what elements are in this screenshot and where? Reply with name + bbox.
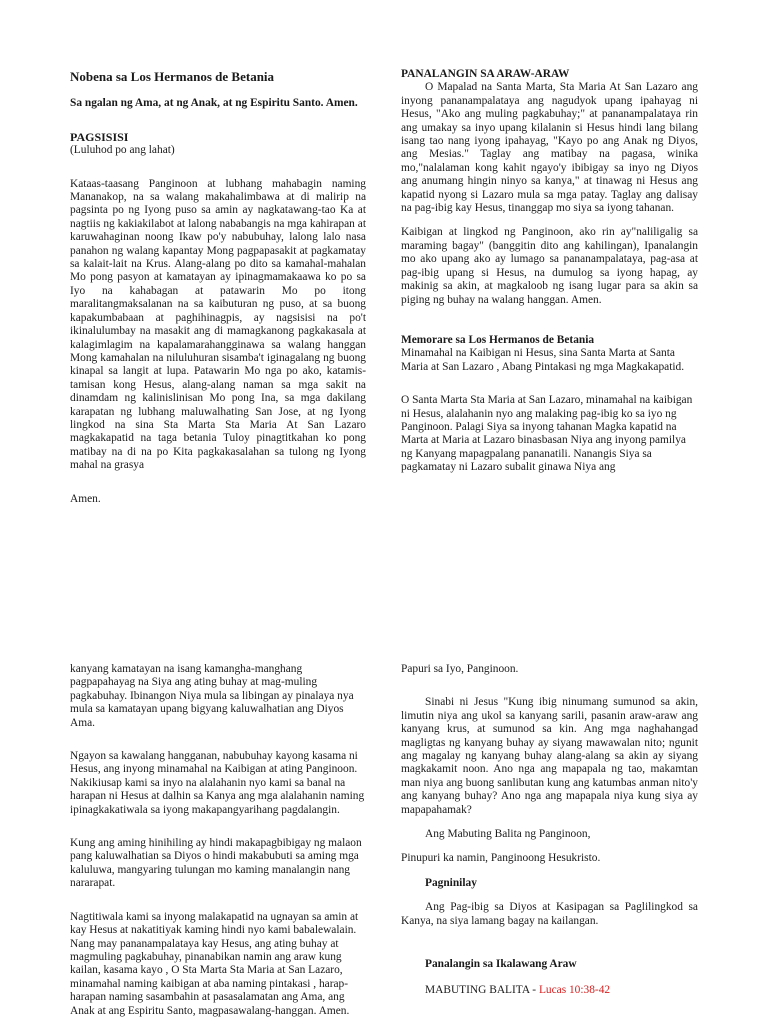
papuri-text: Papuri sa Iyo, Panginoon. — [401, 663, 519, 675]
memorare-heading: Memorare sa Los Hermanos de Betania — [401, 333, 595, 346]
daily-prayer-paragraph-1: O Mapalad na Santa Marta, Sta Maria At San Lazaro ang inyong pananampalataya ang nagudyok upang ipahayag ni Hesus, "Ako ang muling pagkabuhay;" at pananampalataya rin ang umakay sa inyo upang kilalanin si Hesus hindi lang bilang isang tao nang iyong ipahayag, "Kayo po ang Anak ng Diyos, ang Mesias." Taglay ang matibay na pagasa, winika mo,"nalalaman kong kahit ngayo'y ibibigay sa inyo ng Diyos ang anumang hingin ninyo sa kanya," at tinawag ni Hesus ang kapatid nyong si Lazaro mula sa mga patay. Taglay ang dalisay na pag-ibig kay Hesus, tinanggap mo siya sa iyong tahanan. — [401, 81, 698, 215]
gospel-reference: Lucas 10:38-42 — [538, 983, 611, 996]
memorare-continued-3: Kung ang aming hinihiling ay hindi makapagbibigay ng malaon pang kaluwalhatian sa Diyos o hindi makabubuti sa aming mga kaluluwa, mangyaring tulungan mo kaming manalangin nang nararapat. — [70, 837, 362, 890]
memorare-continued-4: Nagtitiwala kami sa inyong malakapatid na ugnayan sa amin at kay Hesus at nakatitiyak kaming hindi nyo kami babalewalain. Nang may pananampalataya kay Hesus, ang ating buhay at magmuling pagkabuhay, pinanabikan namin ang araw kung kailan, kasama kayo , O Sta Marta Sta Maria at San Lazaro, minamahal naming kaibigan at aba naming pintakasi , harap-harapan naming sasambahin at pasasalamatan ang Ama, ang Anak at ang Espiritu Santo, magpasawalang-hanggan. Amen. — [70, 910, 359, 1017]
pagsisisi-prayer: Kataas-taasang Panginoon at lubhang mahabagin naming Mananakop, na sa walang makahalimbawa at di malirip na pagsinta po ng Iyong puso sa amin ay nagkatawang-tao Ka at nagtiis ng kakiakilabot at lalong nababangis na mga kahirapan at karuwahaginan noong Ikaw po'y nabubuhay, lalong lalo nasa panahon ng walang kapantay Mong pagpapasakit at pagkamatay sa kalait-lait na Krus. Alang-alang po dito sa kamahal-mahalan Mo pong pasyon at kamatayan ay ipinagmamakaawa ko po sa Iyo na kahabagan at patawarin Mo po itong maralitangmaksalanan na sa kaibuturan ng puso, at sa buong kapakumbabaan at paghihinagpis, ay nagsisisi na po't ikinalulumbay na masakit ang di mamagkanong pagkakasala at kalagimlagim na kapalamarahangginawa sa walang hanggan Mong kamahalan na niluluhuran sisamba't iginagalang ng buong kinapal sa langit at lupa. Patawarin Mo nga po ako, katamis-tamisan kong Hesus, alang-alang naman sa mga sakit na dinamdam ng kalinislinisan Mo pong Ina, sa mga dakilang karapatan ng lubhang maluwalhating San Jose, at ng Iyong lingkod na sina Sta Marta Sta Maria At San Lazaro magkakapatid na taga betania Tuloy pinagtitkahan ko pong matibay na di na po Kita pagkakasalahan sa tulong ng Iyong mahal na grasya — [70, 177, 366, 472]
pagninilay-heading: Pagninilay — [425, 876, 477, 889]
right-top-column — [401, 68, 698, 475]
gospel-closing: Ang Mabuting Balita ng Panginoon, — [425, 828, 591, 841]
gospel-response: Pinupuri ka namin, Panginoong Hesukristo. — [401, 852, 601, 865]
pagsisisi-heading: PAGSISISI — [70, 129, 129, 144]
daily-prayer-paragraph-2: Kaibigan at lingkod ng Panginoon, ako rin ay"naliligalig sa maraming bagay" (banggitin dito ang kahilingan), Ipanalangin mo ako upang ako ay lumago sa pananampalataya, pag-asa at pag-ibig upang si Hesus, na dumulog sa iyong hapag, ay makinig sa akin, at magkaloob ng isang lugar para sa akin sa piging ng buhay na walang hanggan. Amen. — [401, 226, 698, 306]
pagsisisi-instruction: (Luluhod po ang lahat) — [70, 144, 175, 157]
memorare-continued-2: Ngayon sa kawalang hangganan, nabubuhay kayong kasama ni Hesus, ang inyong minamahal na Kaibigan at ating Panginoon. Nakikiusap kami sa inyo na alalahanin nyo kami sa banal na harapan ni Hesus at dalhin sa Kanya ang mga alalahanin naming ipinagkakatiwala sa iyong makapangyarihang pagdalangin. — [70, 750, 365, 816]
pagninilay-body: Ang Pag-ibig sa Diyos at Kasipagan sa Paglilingkod sa Kanya, na siya lamang bagay na kailangan. — [401, 901, 698, 927]
amen-text: Amen. — [70, 492, 101, 505]
gospel-passage: Sinabi ni Jesus "Kung ibig ninumang sumunod sa akin, limutin niya ang ukol sa kanyang sarili, pasanin araw-araw ang kanyang krus, at sumunod sa kin. Ang mga naghahangad magligtas ng kanyang buhay ay siyang mawawalan nito; ngunit ang magalay ng kanyang buhay alang-alang sa akin ay siyang magkakamit noon. Ano nga ang mapapala ng tao, makamtan man niya ang buong sanlibutan kung ang katumbas anman nito'y ang kanyang buhay? Ano nga ang mapapala niya kung siya ay mapapahamak? — [401, 696, 698, 816]
left-bottom-column — [70, 663, 366, 1018]
right-bottom-column — [401, 663, 698, 997]
gospel-reference-line — [401, 984, 698, 997]
memorare-body: O Santa Marta Sta Maria at San Lazaro, minamahal na kaibigan ni Hesus, alalahanin nyo ang malaking pag-ibig ko sa iyo ng Panginoon. Palagi Siya sa inyong tahanan Magka kapatid na Marta at Maria at Lazaro binasbasan Niya ang inyong pamilya ng Kanyang mapagpalang pananatili. Nanangis Siya sa pagkamatay ni Lazaro subalit ginawa Niya ang — [401, 394, 693, 474]
document-title: Nobena sa Los Hermanos de Betania — [70, 69, 275, 84]
left-top-column — [70, 70, 366, 506]
daily-prayer-heading: PANALANGIN SA ARAW-ARAW — [401, 68, 570, 80]
invocation: Sa ngalan ng Ama, at ng Anak, at ng Espiritu Santo. Amen. — [70, 97, 358, 110]
day-two-prayer-heading: Panalangin sa Ikalawang Araw — [425, 958, 577, 971]
gospel-label: MABUTING BALITA - — [425, 983, 539, 996]
memorare-continued-1: kanyang kamatayan na isang kamangha-manghang pagpapahayag na Siya ang ating buhay at mag-muling pagkabuhay. Ibinangon Niya mula sa libingan ay pinalaya nya mula sa kamatayan upang bigyang kaluwalhatian ang Diyos Ama. — [70, 663, 354, 729]
memorare-subtitle: Minamahal na Kaibigan ni Hesus, sina Santa Marta at Santa Maria at San Lazaro , Abang Pintakasi ng mga Magkakapatid. — [401, 347, 685, 373]
